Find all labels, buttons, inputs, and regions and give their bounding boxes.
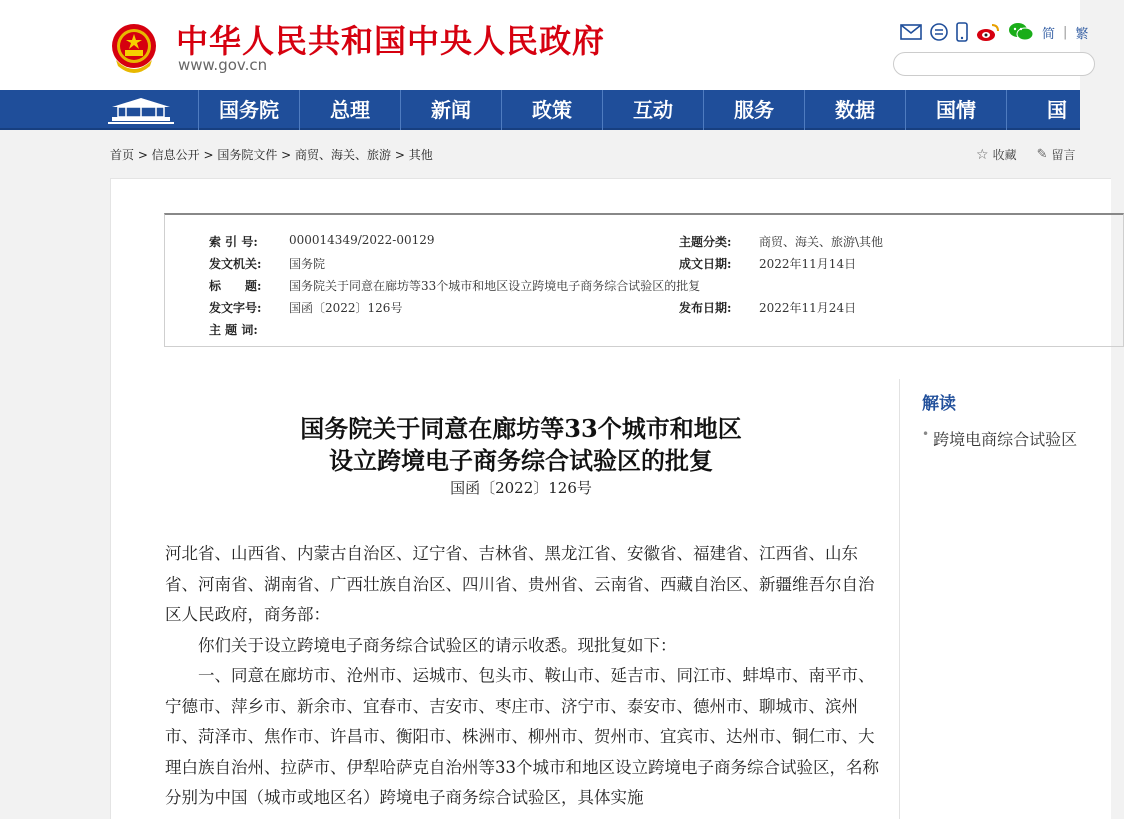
favorite-label: 收藏 xyxy=(992,148,1017,162)
nav-item-partial[interactable]: 国 xyxy=(1006,90,1107,130)
document-title xyxy=(211,413,831,477)
document-paragraph: 一、同意在廊坊市、沧州市、运城市、包头市、鞍山市、延吉市、同江市、蚌埠市、南平市、宁德市、萍乡市、新余市、宜春市、吉安市、枣庄市、济宁市、泰安市、德州市、聊城市、滨州市、菏泽市、焦作市、许昌市、衡阳市、株洲市、柳州市、贺州市、宜宾市、达州市、铜仁市、大理白族自治州、拉萨市、伊犁哈萨克自治州等33个城市和地区设立跨境电子商务综合试验区，名称分别为中国（城市或地区名）跨境电子商务综合试验区，具体实施 xyxy=(165,666,879,807)
meta-index-label: 索 引 号: xyxy=(209,235,258,249)
meta-topic-value: 商贸、海关、旅游\其他 xyxy=(759,235,884,249)
nav-item-national-info[interactable]: 国情 xyxy=(905,90,1006,130)
sidebar-interpretation-link[interactable] xyxy=(922,427,1077,450)
document-paragraph: 你们关于设立跨境电子商务综合试验区的请示收悉。现批复如下： xyxy=(165,635,677,655)
nav-item-policies[interactable]: 政策 xyxy=(501,90,602,130)
wechat-icon[interactable] xyxy=(1008,22,1034,42)
page-actions xyxy=(976,146,1076,163)
sidebar-link-text: 跨境电商综合试验区 xyxy=(933,430,1078,449)
nav-item-state-council[interactable]: 国务院 xyxy=(198,90,299,130)
simplified-chinese-link[interactable]: 简 xyxy=(1042,26,1056,42)
document-number: 国函〔2022〕126号 xyxy=(450,479,592,497)
weibo-icon[interactable] xyxy=(976,22,1000,42)
document-meta-table xyxy=(164,213,1124,347)
meta-published-value: 2022年11月24日 xyxy=(759,301,857,315)
nav-item-services[interactable]: 服务 xyxy=(703,90,804,130)
nav-item-news[interactable]: 新闻 xyxy=(400,90,501,130)
meta-created-value: 2022年11月14日 xyxy=(759,257,857,271)
site-search-input[interactable] xyxy=(893,52,1095,76)
meta-index-value: 000014349/2022-00129 xyxy=(289,233,435,247)
nav-item-interaction[interactable]: 互动 xyxy=(602,90,703,130)
breadcrumb[interactable]: 首页 > 信息公开 > 国务院文件 > 商贸、海关、旅游 > 其他 xyxy=(110,148,433,162)
nav-item-data[interactable]: 数据 xyxy=(804,90,905,130)
document-paragraph: 河北省、山西省、内蒙古自治区、辽宁省、吉林省、黑龙江省、安徽省、福建省、江西省、山东省、河南省、湖南省、广西壮族自治区、四川省、贵州省、云南省、西藏自治区、新疆维吾尔自治区人民政府，商务部： xyxy=(165,544,875,624)
site-header xyxy=(0,0,1089,90)
site-title[interactable]: 中华人民共和国中央人民政府 xyxy=(176,22,606,60)
meta-title-value: 国务院关于同意在廊坊等33个城市和地区设立跨境电子商务综合试验区的批复 xyxy=(289,279,701,293)
meta-published-label: 发布日期: xyxy=(679,301,732,315)
traditional-chinese-link[interactable]: 繁 xyxy=(1075,26,1089,42)
document-card xyxy=(110,178,1111,819)
meta-keywords-label: 主 题 词: xyxy=(209,323,258,337)
national-emblem-icon[interactable] xyxy=(110,22,158,74)
bullet-icon: • xyxy=(922,427,930,441)
home-gate-icon[interactable] xyxy=(108,95,174,125)
comment-label: 留言 xyxy=(1051,148,1076,162)
sidebar-title: 解读 xyxy=(922,394,956,414)
site-url: www.gov.cn xyxy=(178,56,268,74)
nav-item-premier[interactable]: 总理 xyxy=(299,90,400,130)
meta-docno-value: 国函〔2022〕126号 xyxy=(289,301,403,315)
meta-issuer-label: 发文机关: xyxy=(209,257,262,271)
main-nav xyxy=(0,90,1080,130)
meta-docno-label: 发文字号: xyxy=(209,301,262,315)
meta-topic-label: 主题分类: xyxy=(679,235,732,249)
pencil-icon: ✎ xyxy=(1036,147,1048,162)
document-title-line1: 国务院关于同意在廊坊等33个城市和地区 xyxy=(300,414,742,443)
meta-created-label: 成文日期: xyxy=(679,257,732,271)
mail-icon[interactable] xyxy=(900,24,922,40)
document-title-line2: 设立跨境电子商务综合试验区的批复 xyxy=(329,446,713,475)
header-toolbar xyxy=(900,20,1088,44)
mobile-icon[interactable] xyxy=(956,22,968,42)
document-body xyxy=(165,539,885,814)
comment-button[interactable] xyxy=(1037,146,1076,163)
meta-issuer-value: 国务院 xyxy=(289,257,326,271)
toolbar-separator: | xyxy=(1063,24,1068,40)
meta-title-label: 标 题: xyxy=(209,279,262,293)
favorite-button[interactable] xyxy=(976,146,1017,163)
star-icon: ☆ xyxy=(976,146,989,163)
message-icon[interactable] xyxy=(930,23,948,41)
interpretation-sidebar xyxy=(899,379,1120,819)
